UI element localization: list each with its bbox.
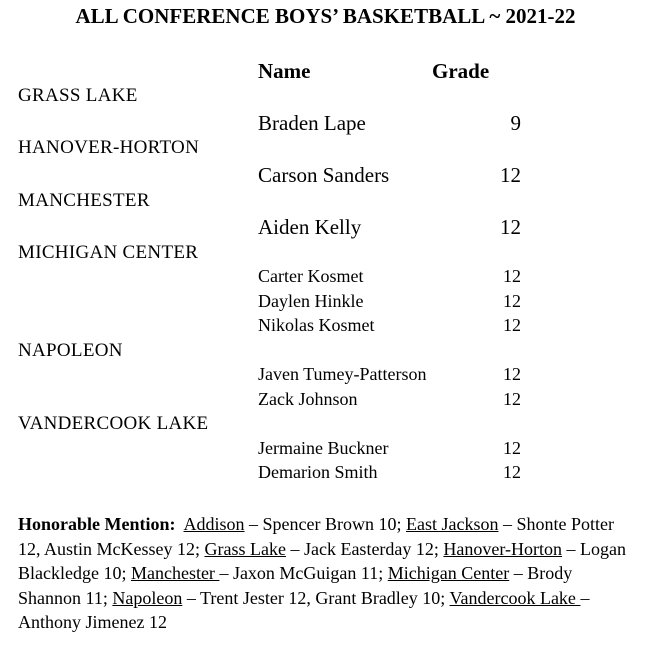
- player-name: Daylen Hinkle: [258, 291, 364, 311]
- hm-players: – Jaxon McGuigan 11;: [219, 563, 388, 583]
- hm-players: – Brody Shannon 11;: [18, 563, 573, 608]
- school-napoleon: NAPOLEON: [18, 340, 123, 361]
- hm-players: – Spencer Brown 10;: [244, 514, 407, 534]
- grade-column-header: Grade: [432, 59, 490, 83]
- school-michigan-center: MICHIGAN CENTER: [18, 242, 199, 263]
- player-grade: 12: [503, 315, 521, 335]
- hm-school: Michigan Center: [387, 563, 510, 583]
- hm-school: Manchester: [130, 563, 220, 583]
- player-grade: 12: [503, 291, 521, 311]
- player-name: Aiden Kelly: [258, 215, 362, 239]
- school-vandercook-lake: VANDERCOOK LAKE: [18, 413, 209, 434]
- name-column-header: Name: [258, 59, 311, 83]
- player-name: Javen Tumey-Patterson: [258, 364, 427, 384]
- honorable-mention-label: Honorable Mention:: [18, 514, 176, 534]
- player-name: Braden Lape: [258, 111, 366, 135]
- player-name: Nikolas Kosmet: [258, 315, 375, 335]
- hm-players: – Anthony Jimenez 12: [18, 587, 590, 632]
- player-name: Carter Kosmet: [258, 266, 364, 286]
- player-grade: 12: [503, 266, 521, 286]
- honorable-mention-paragraph: [18, 512, 628, 635]
- hm-players: – Shonte Potter 12, Austin McKessey 12;: [18, 514, 614, 559]
- player-grade: 12: [503, 462, 521, 482]
- hm-players: – Jack Easterday 12;: [285, 538, 444, 559]
- player-grade: 9: [510, 111, 521, 135]
- player-name: Jermaine Buckner: [258, 438, 389, 458]
- player-grade: 12: [500, 215, 521, 239]
- hm-school: Addison: [183, 514, 245, 534]
- player-grade: 12: [503, 364, 521, 384]
- page-title: ALL CONFERENCE BOYS’ BASKETBALL ~ 2021-22: [75, 4, 576, 28]
- player-grade: 12: [503, 438, 521, 458]
- player-grade: 12: [500, 163, 521, 187]
- hm-school: East Jackson: [406, 514, 499, 534]
- school-hanover-horton: HANOVER-HORTON: [18, 137, 200, 158]
- player-name: Demarion Smith: [258, 462, 378, 482]
- player-grade: 12: [503, 389, 521, 409]
- hm-school: Vandercook Lake: [449, 587, 581, 608]
- school-grass-lake: GRASS LAKE: [18, 85, 138, 106]
- hm-players: – Trent Jester 12, Grant Bradley 10;: [182, 587, 450, 608]
- player-name: Zack Johnson: [258, 389, 358, 409]
- hm-players: – Logan Blackledge 10;: [18, 538, 627, 583]
- hm-school: Grass Lake: [204, 538, 286, 559]
- school-manchester: MANCHESTER: [18, 190, 150, 211]
- hm-school: Napoleon: [112, 587, 183, 608]
- player-name: Carson Sanders: [258, 163, 390, 187]
- hm-school: Hanover-Horton: [443, 538, 563, 559]
